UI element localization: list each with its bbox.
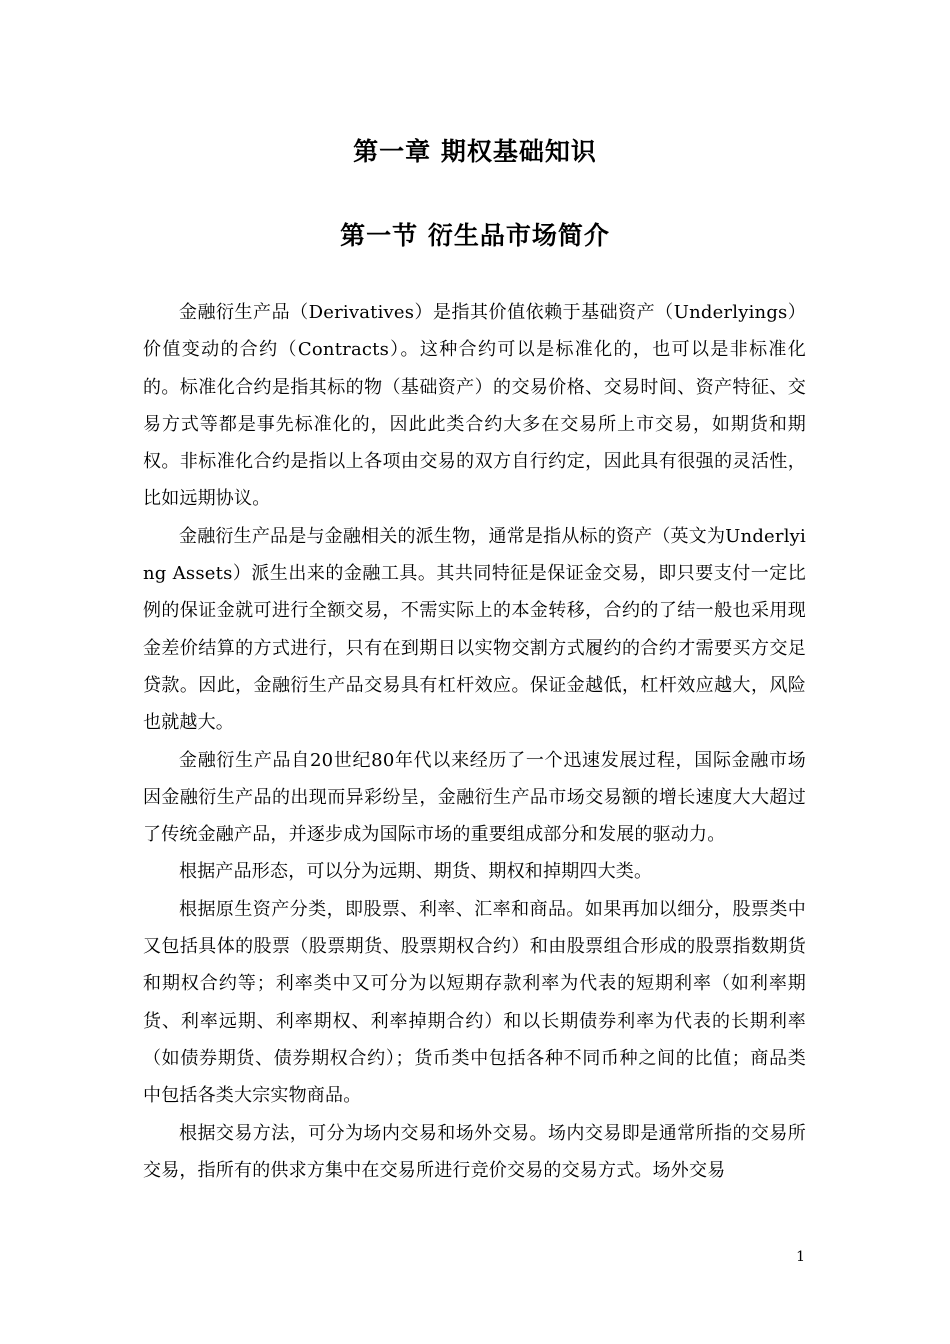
paragraph-derivatives-features: 金融衍生产品是与金融相关的派生物，通常是指从标的资产（英文为Underlying Assets）派生出来的金融工具。其共同特征是保证金交易，即只要支付一定比例的保证金就可进行全额交易，不需实际上的本金转移，合约的了结一般也采用现金差价结算的方式进行，只有在到期日以实物交割方式履约的合约才需要买方交足贷款。因此，金融衍生产品交易具有杠杆效应。保证金越低，杠杆效应越大，风险也就越大。 — [143, 525, 806, 734]
paragraph-product-form: 根据产品形态，可以分为远期、期货、期权和掉期四大类。 — [179, 861, 653, 883]
page-number: 1 — [796, 1249, 805, 1265]
paragraph-trading-method: 根据交易方法，可分为场内交易和场外交易。场内交易即是通常所指的交易所交易，指所有的供求方集中在交易所进行竞价交易的交易方式。场外交易 — [143, 1122, 806, 1181]
paragraph-derivatives-development: 金融衍生产品自20世纪80年代以来经历了一个迅速发展过程，国际金融市场因金融衍生产品的出现而异彩纷呈，金融衍生产品市场交易额的增长速度大大超过了传统金融产品，并逐步成为国际市场的重要组成部分和发展的驱动力。 — [143, 749, 806, 846]
paragraph-derivatives-definition: 金融衍生产品（Derivatives）是指其价值依赖于基础资产（Underlyings）价值变动的合约（Contracts）。这种合约可以是标准化的，也可以是非标准化的。标准化合约是指其标的物（基础资产）的交易价格、交易时间、资产特征、交易方式等都是事先标准化的，因此此类合约大多在交易所上市交易，如期货和期权。非标准化合约是指以上各项由交易的双方自行约定，因此具有很强的灵活性，比如远期协议。 — [143, 302, 806, 510]
chapter-title: 第一章 期权基础知识 — [353, 137, 597, 166]
paragraph-underlying-assets: 根据原生资产分类，即股票、利率、汇率和商品。如果再加以细分，股票类中又包括具体的股票（股票期货、股票期权合约）和由股票组合形成的股票指数期货和期权合约等；利率类中又可分为以短期存款利率为代表的短期利率（如利率期货、利率远期、利率期权、利率掉期合约）和以长期债券利率为代表的长期利率（如债券期货、债券期权合约）；货币类中包括各种不同币种之间的比值；商品类中包括各类大宗实物商品。 — [143, 898, 806, 1107]
body-text — [143, 294, 806, 1189]
section-title: 第一节 衍生品市场简介 — [340, 221, 610, 250]
